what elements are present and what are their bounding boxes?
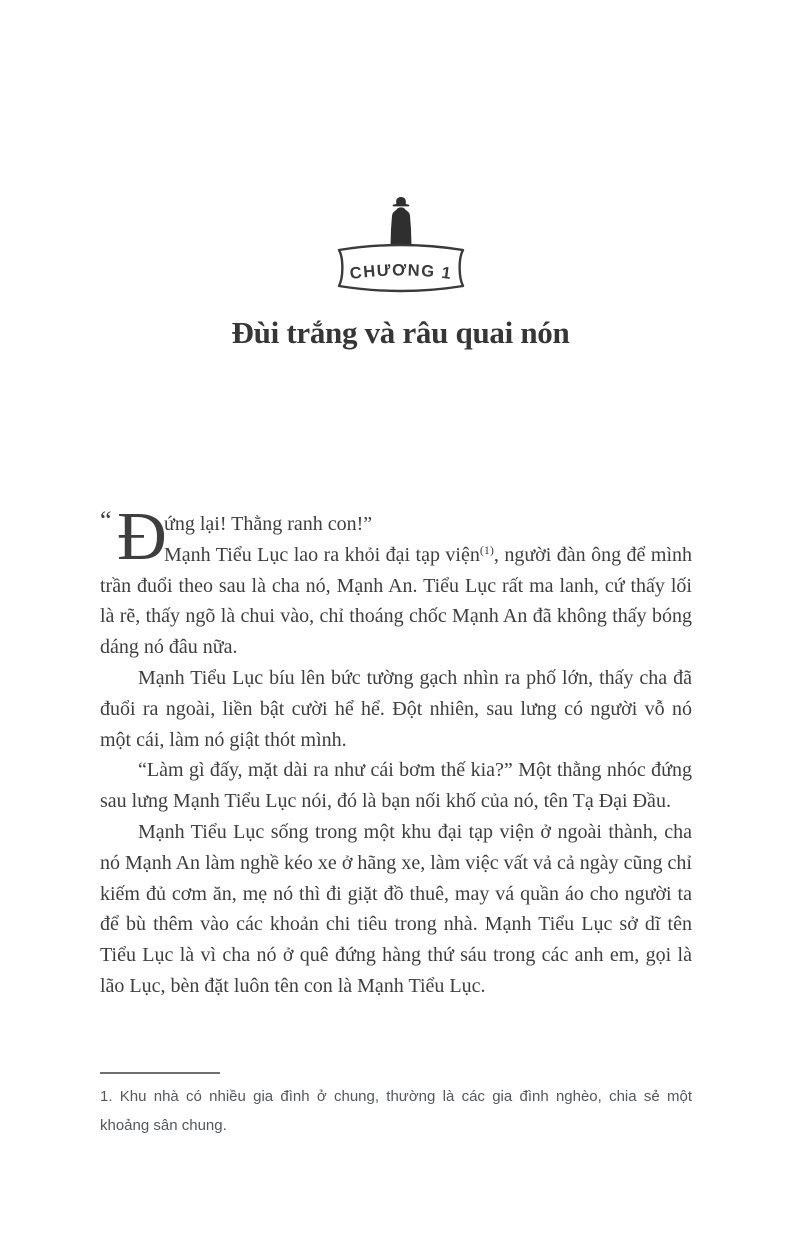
footnote-separator (100, 1072, 220, 1074)
body-text (100, 498, 693, 1002)
paragraph-4: Mạnh Tiểu Lục sống trong một khu đại tạp viện ở ngoài thành, cha nó Mạnh An làm nghề kéo xe ở hãng xe, làm việc vất vả cả ngày cũng chỉ kiếm đủ cơm ăn, mẹ nó thì đi giặt đồ thuê, may vá quần áo cho người ta để bù thêm vào các khoản chi tiêu trong nhà. Mạnh Tiểu Lục sở dĩ tên Tiểu Lục là vì cha nó ở quê đứng hàng thứ sáu trong các anh em, gọi là lão Lục, bèn đặt luôn tên con là Mạnh Tiểu Lục. (100, 820, 692, 997)
footnote-reference: (1) (479, 542, 494, 557)
opening-quote: “ (100, 506, 112, 535)
chapter-banner-label: CHƯƠNG 1 (348, 261, 453, 284)
paragraph-3: “Làm gì đấy, mặt dài ra như cái bơm thế kia?” Một thằng nhóc đứng sau lưng Mạnh Tiểu Lục nói, đó là bạn nối khố của nó, tên Tạ Đại Đầu. (100, 759, 692, 813)
paragraph-2: Mạnh Tiểu Lục bíu lên bức tường gạch nhìn ra phố lớn, thấy cha đã đuổi ra ngoài, liền bật cười hể hể. Đột nhiên, sau lưng có người vỗ nó một cái, làm nó giật thót mình. (100, 666, 692, 751)
chapter-title: Đùi trắng và râu quai nón (231, 315, 570, 350)
dropcap-letter: Đ (117, 498, 167, 574)
footnote (100, 1072, 692, 1140)
p1-text: Mạnh Tiểu Lục lao ra khỏi đại tạp viện (164, 543, 480, 566)
p1-dialogue-line: ứng lại! Thằng ranh con!” (164, 513, 373, 535)
p1-text-continued: , người đàn ông để mình trần đuổi theo sau là cha nó, Mạnh An. Tiểu Lục rất ma lanh, cứ thấy lối là rẽ, thấy ngõ là chui vào, chỉ thoáng chốc Mạnh An đã không thấy bóng dáng nó đâu nữa. (100, 543, 693, 659)
footnote-text: 1. Khu nhà có nhiều gia đình ở chung, thường là các gia đình nghèo, chia sẻ một khoảng sân chung. (100, 1088, 692, 1134)
dropcap (100, 498, 167, 574)
chapter-header (0, 195, 801, 303)
chapter-banner (331, 237, 471, 299)
paragraph-1 (100, 498, 693, 663)
